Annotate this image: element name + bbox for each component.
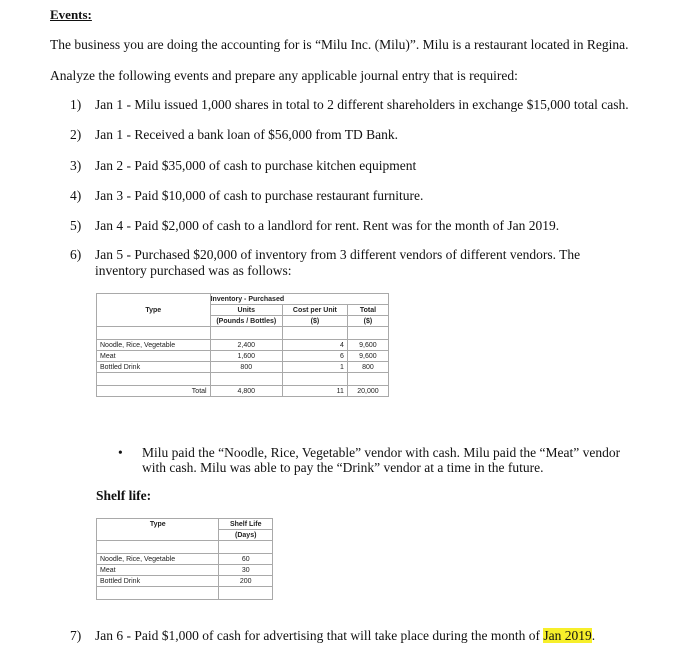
table-row	[97, 305, 389, 316]
highlighted-date: Jan 2019	[543, 628, 592, 643]
table-row	[97, 530, 273, 541]
cell-total-total: 20,000	[347, 386, 388, 397]
cell-days: 30	[219, 565, 273, 576]
cell-total-cost: 11	[282, 386, 347, 397]
event-item-4: 4) Jan 3 - Paid $10,000 of cash to purchase restaurant furniture.	[70, 188, 424, 203]
table-row	[97, 316, 389, 327]
event-item-3: 3) Jan 2 - Paid $35,000 of cash to purchase kitchen equipment	[70, 158, 417, 173]
payment-note-line-1: Milu paid the “Noodle, Rice, Vegetable” vendor with cash. Milu paid the “Meat” vendor	[142, 445, 621, 460]
cell-cost: 6	[282, 351, 347, 362]
intro-text: The business you are doing the accounting for is “Milu Inc. (Milu)”. Milu is a restaurant located in Regina.	[50, 37, 629, 52]
table-row	[97, 541, 273, 554]
event-item-5: 5) Jan 4 - Paid $2,000 of cash to a landlord for rent. Rent was for the month of Jan 2019.	[70, 218, 560, 233]
inventory-table-title: Inventory - Purchased	[210, 294, 388, 305]
shelf-life-table	[96, 518, 273, 600]
cell-units: 1,600	[210, 351, 282, 362]
table-row	[97, 554, 273, 565]
cell-days: 60	[219, 554, 273, 565]
table-row	[97, 351, 389, 362]
table-row	[97, 587, 273, 600]
bullet-icon: •	[118, 445, 123, 460]
col-header-shelf-life: Shelf Life	[219, 519, 273, 530]
cell-total-label: Total	[97, 386, 211, 397]
cell-days: 200	[219, 576, 273, 587]
table-row	[97, 386, 389, 397]
event-item-2: 2) Jan 1 - Received a bank loan of $56,000 from TD Bank.	[70, 127, 399, 142]
cell-total: 800	[347, 362, 388, 373]
table-row	[97, 294, 389, 305]
instruction-text: Analyze the following events and prepare any applicable journal entry that is required:	[50, 68, 518, 83]
col-header-total: Total	[347, 305, 388, 316]
cell-total: 9,600	[347, 351, 388, 362]
cell-type: Bottled Drink	[97, 362, 211, 373]
cell-type: Noodle, Rice, Vegetable	[97, 554, 219, 565]
cell-total: 9,600	[347, 340, 388, 351]
col-header-units: Units	[210, 305, 282, 316]
col-header-cost-sub: ($)	[282, 316, 347, 327]
cell-type: Bottled Drink	[97, 576, 219, 587]
table-row	[97, 327, 389, 340]
event-item-7: 7) Jan 6 - Paid $1,000 of cash for advertising that will take place during the month of Jan 2019.	[70, 628, 596, 643]
cell-units: 800	[210, 362, 282, 373]
cell-total-units: 4,800	[210, 386, 282, 397]
col-header-total-sub: ($)	[347, 316, 388, 327]
cell-cost: 1	[282, 362, 347, 373]
table-row	[97, 340, 389, 351]
cell-cost: 4	[282, 340, 347, 351]
col-header-type: Type	[97, 305, 211, 316]
table-row	[97, 373, 389, 386]
event-item-6: 6) Jan 5 - Purchased $20,000 of inventory from 3 different vendors of different vendors. The inventory purchased was as follows:	[70, 247, 581, 278]
table-row	[97, 565, 273, 576]
table-row	[97, 362, 389, 373]
cell-type: Noodle, Rice, Vegetable	[97, 340, 211, 351]
inventory-purchased-table	[96, 293, 389, 397]
cell-units: 2,400	[210, 340, 282, 351]
cell-type: Meat	[97, 351, 211, 362]
payment-note-line-2: with cash. Milu was able to pay the “Drink” vendor at a time in the future.	[142, 460, 544, 475]
col-header-cost: Cost per Unit	[282, 305, 347, 316]
col-header-units-sub: (Pounds / Bottles)	[210, 316, 282, 327]
events-heading: Events:	[50, 7, 92, 22]
shelf-life-heading: Shelf life:	[96, 488, 152, 503]
table-row	[97, 519, 273, 530]
table-row	[97, 576, 273, 587]
col-header-type: Type	[97, 519, 219, 530]
col-header-days: (Days)	[219, 530, 273, 541]
event-item-1: 1) Jan 1 - Milu issued 1,000 shares in total to 2 different shareholders in exchange $15,000 total cash.	[70, 97, 629, 112]
cell-type: Meat	[97, 565, 219, 576]
